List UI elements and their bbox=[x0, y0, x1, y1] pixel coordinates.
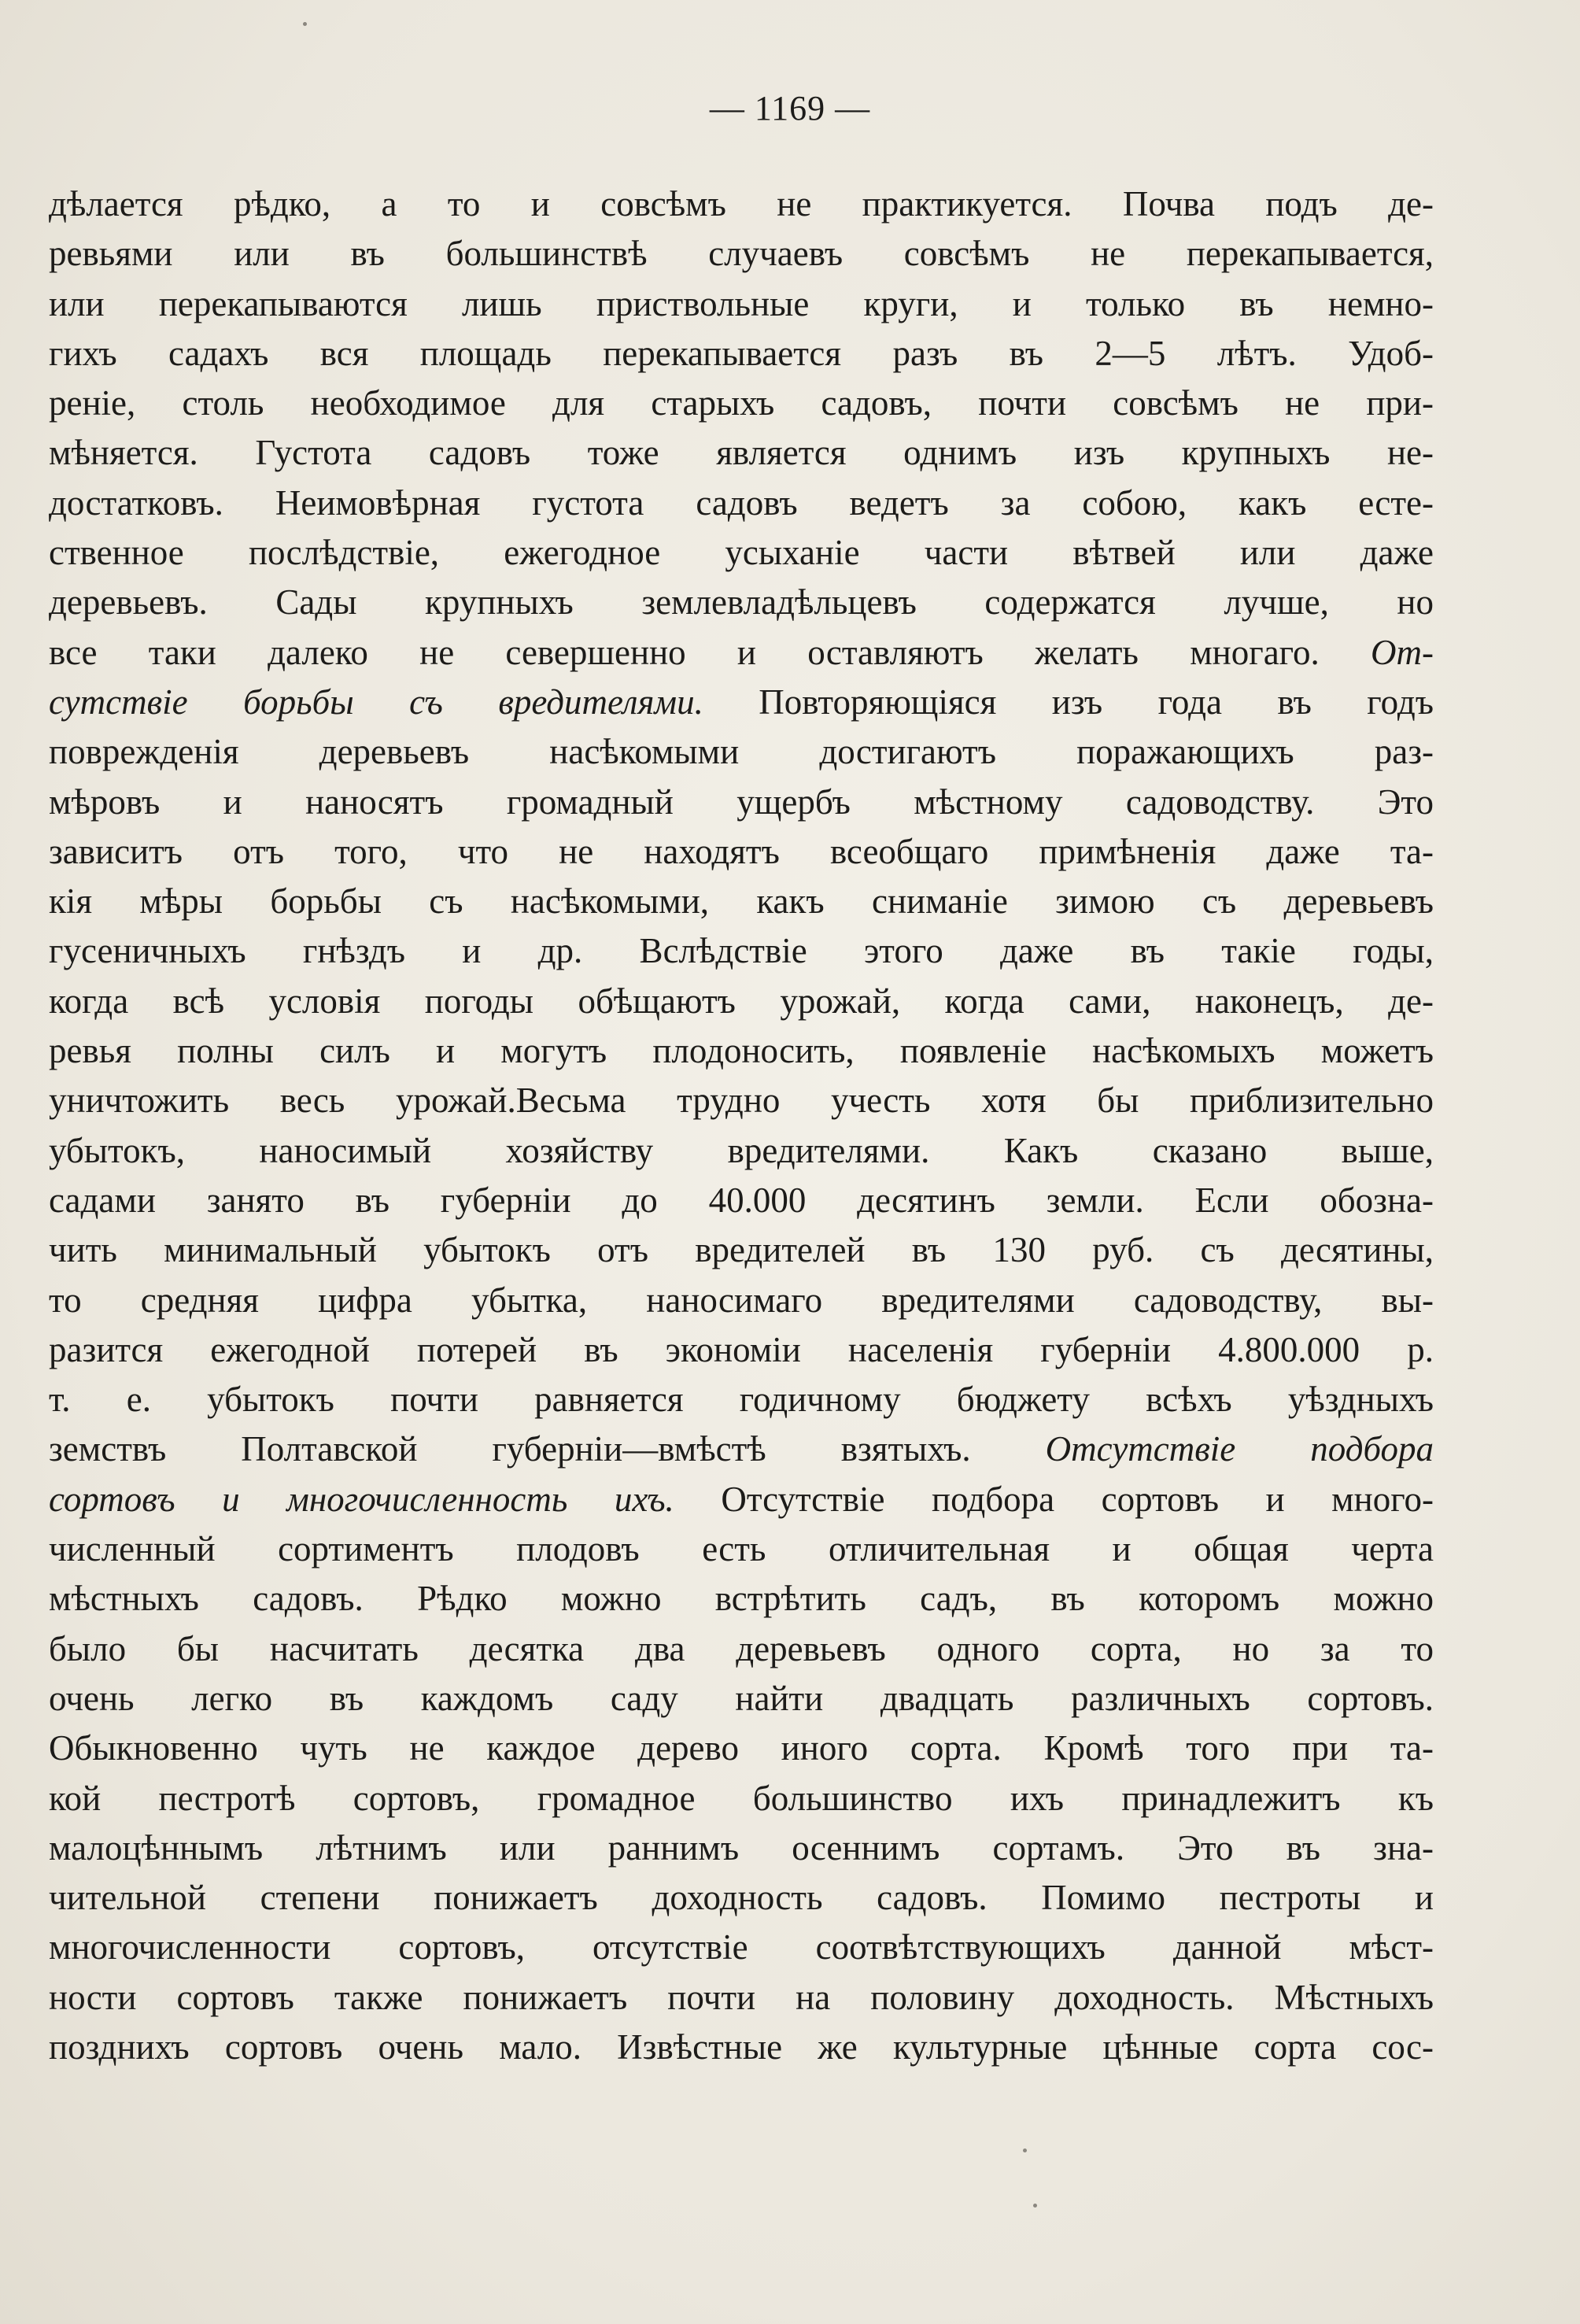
line-text: ности сортовъ также понижаетъ почти на половину доходность. Мѣстныхъ bbox=[49, 1977, 1434, 2017]
text-line bbox=[49, 1026, 1434, 1076]
line-text: Отсутствіе подбора сортовъ и много- bbox=[721, 1479, 1434, 1519]
text-line bbox=[49, 1375, 1434, 1424]
text-line bbox=[49, 977, 1434, 1026]
line-text: все таки далеко не севершенно и оставляютъ желать многаго. bbox=[49, 632, 1320, 672]
text-line bbox=[49, 1475, 1434, 1524]
text-line bbox=[49, 1724, 1434, 1773]
text-line bbox=[49, 229, 1434, 279]
text-line bbox=[49, 1325, 1434, 1375]
line-text: малоцѣннымъ лѣтнимъ или раннимъ осеннимъ сортамъ. Это въ зна- bbox=[49, 1827, 1434, 1868]
line-text: садами занято въ губерніи до 40.000 десятинъ земли. Если обозна- bbox=[49, 1180, 1434, 1220]
text-line bbox=[49, 1076, 1434, 1125]
text-line bbox=[49, 428, 1434, 478]
line-text: Обыкновенно чуть не каждое дерево иного сорта. Кромѣ того при та- bbox=[49, 1728, 1434, 1768]
text-line bbox=[49, 1225, 1434, 1275]
text-line bbox=[49, 827, 1434, 877]
text-line bbox=[49, 1424, 1434, 1474]
text-line bbox=[49, 528, 1434, 578]
line-text: очень легко въ каждомъ саду найти двадцать различныхъ сортовъ. bbox=[49, 1678, 1434, 1718]
text-line bbox=[49, 179, 1434, 229]
text-line bbox=[49, 478, 1434, 528]
text-line bbox=[49, 727, 1434, 777]
text-line bbox=[49, 1923, 1434, 1972]
line-text: кой пестротѣ сортовъ, громадное большинство ихъ принадлежитъ къ bbox=[49, 1778, 1434, 1818]
text-line bbox=[49, 279, 1434, 329]
line-text: земствъ Полтавской губерніи—вмѣстѣ взятыхъ. bbox=[49, 1429, 971, 1469]
text-line bbox=[49, 1624, 1434, 1674]
line-text: численный сортиментъ плодовъ есть отличительная и общая черта bbox=[49, 1529, 1434, 1569]
line-text: достатковъ. Неимовѣрная густота садовъ ведетъ за собою, какъ есте- bbox=[49, 482, 1434, 523]
line-text: гихъ садахъ вся площадь перекапывается разъ въ 2—5 лѣтъ. Удоб- bbox=[49, 333, 1434, 373]
line-text: позднихъ сортовъ очень мало. Извѣстные же культурные цѣнные сорта сос- bbox=[49, 2027, 1434, 2067]
line-text: когда всѣ условія погоды обѣщаютъ урожай, когда сами, наконецъ, де- bbox=[49, 981, 1434, 1021]
line-text: разится ежегодной потерей въ экономіи населенія губерніи 4.800.000 р. bbox=[49, 1329, 1434, 1369]
line-text: поврежденія деревьевъ насѣкомыми достигаютъ поражающихъ раз- bbox=[49, 732, 1434, 772]
text-line bbox=[49, 2023, 1434, 2072]
line-text: было бы насчитать десятка два деревьевъ одного сорта, но за то bbox=[49, 1628, 1434, 1668]
line-text: или перекапываются лишь приствольные круги, и только въ немно- bbox=[49, 283, 1434, 323]
line-text: то средняя цифра убытка, наносимаго вредителями садоводству, вы- bbox=[49, 1280, 1434, 1320]
text-line bbox=[49, 1823, 1434, 1873]
text-line bbox=[49, 778, 1434, 827]
print-speck bbox=[303, 22, 307, 26]
line-text: Повторяющіяся изъ года въ годъ bbox=[759, 682, 1434, 722]
text-line bbox=[49, 578, 1434, 627]
line-text: ственное послѣдствіе, ежегодное усыханіе части вѣтвей или даже bbox=[49, 533, 1434, 573]
print-speck bbox=[1033, 2204, 1037, 2208]
text-line bbox=[49, 1176, 1434, 1225]
text-line bbox=[49, 1126, 1434, 1176]
page-number: — 1169 — bbox=[709, 89, 871, 127]
line-text: мѣстныхъ садовъ. Рѣдко можно встрѣтить садъ, въ которомъ можно bbox=[49, 1579, 1434, 1619]
line-text: т. е. убытокъ почти равняется годичному бюджету всѣхъ уѣздныхъ bbox=[49, 1380, 1434, 1420]
line-text: ревьями или въ большинствѣ случаевъ совсѣмъ не перекапывается, bbox=[49, 234, 1434, 274]
line-text: зависитъ отъ того, что не находятъ всеобщаго примѣненія даже та- bbox=[49, 831, 1434, 871]
print-speck bbox=[1023, 2148, 1027, 2152]
text-line bbox=[49, 1674, 1434, 1724]
italic-heading: Отсутствіе подбора bbox=[1045, 1429, 1434, 1469]
line-text: кія мѣры борьбы съ насѣкомыми, какъ сниманіе зимою съ деревьевъ bbox=[49, 881, 1434, 922]
text-line bbox=[49, 1973, 1434, 2023]
text-line bbox=[49, 926, 1434, 976]
text-line bbox=[49, 1524, 1434, 1574]
line-text: чительной степени понижаетъ доходность садовъ. Помимо пестроты и bbox=[49, 1878, 1434, 1918]
italic-heading: сутствіе борьбы съ вредителями. bbox=[49, 682, 703, 722]
line-text: уничтожить весь урожай.Весьма трудно учесть хотя бы приблизительно bbox=[49, 1081, 1434, 1121]
line-text: мѣровъ и наносятъ громадный ущербъ мѣстному садоводству. Это bbox=[49, 781, 1434, 822]
line-text: деревьевъ. Сады крупныхъ землевладѣльцевъ содержатся лучше, но bbox=[49, 582, 1434, 623]
text-line bbox=[49, 678, 1434, 727]
italic-heading: От- bbox=[1371, 632, 1434, 672]
line-text: убытокъ, наносимый хозяйству вредителями. Какъ сказано выше, bbox=[49, 1130, 1434, 1170]
line-text: гусеничныхъ гнѣздъ и др. Вслѣдствіе этого даже въ такіе годы, bbox=[49, 931, 1434, 971]
text-line bbox=[49, 329, 1434, 379]
text-line bbox=[49, 628, 1434, 678]
text-line bbox=[49, 1276, 1434, 1325]
line-text: дѣлается рѣдко, а то и совсѣмъ не практикуется. Почва подъ де- bbox=[49, 184, 1434, 224]
text-line bbox=[49, 877, 1434, 926]
italic-heading: сортовъ и многочисленность ихъ. bbox=[49, 1479, 674, 1519]
line-text: многочисленности сортовъ, отсутствіе соотвѣтствующихъ данной мѣст- bbox=[49, 1927, 1434, 1967]
line-text: мѣняется. Густота садовъ тоже является однимъ изъ крупныхъ не- bbox=[49, 433, 1434, 473]
line-text: ревья полны силъ и могутъ плодоносить, появленіе насѣкомыхъ можетъ bbox=[49, 1031, 1434, 1071]
line-text: реніе, столь необходимое для старыхъ садовъ, почти совсѣмъ не при- bbox=[49, 383, 1434, 423]
text-line bbox=[49, 379, 1434, 428]
text-line bbox=[49, 1774, 1434, 1823]
body-text bbox=[49, 179, 1434, 2072]
text-line bbox=[49, 1873, 1434, 1923]
text-line bbox=[49, 1574, 1434, 1624]
line-text: чить минимальный убытокъ отъ вредителей въ 130 руб. съ десятины, bbox=[49, 1230, 1434, 1270]
